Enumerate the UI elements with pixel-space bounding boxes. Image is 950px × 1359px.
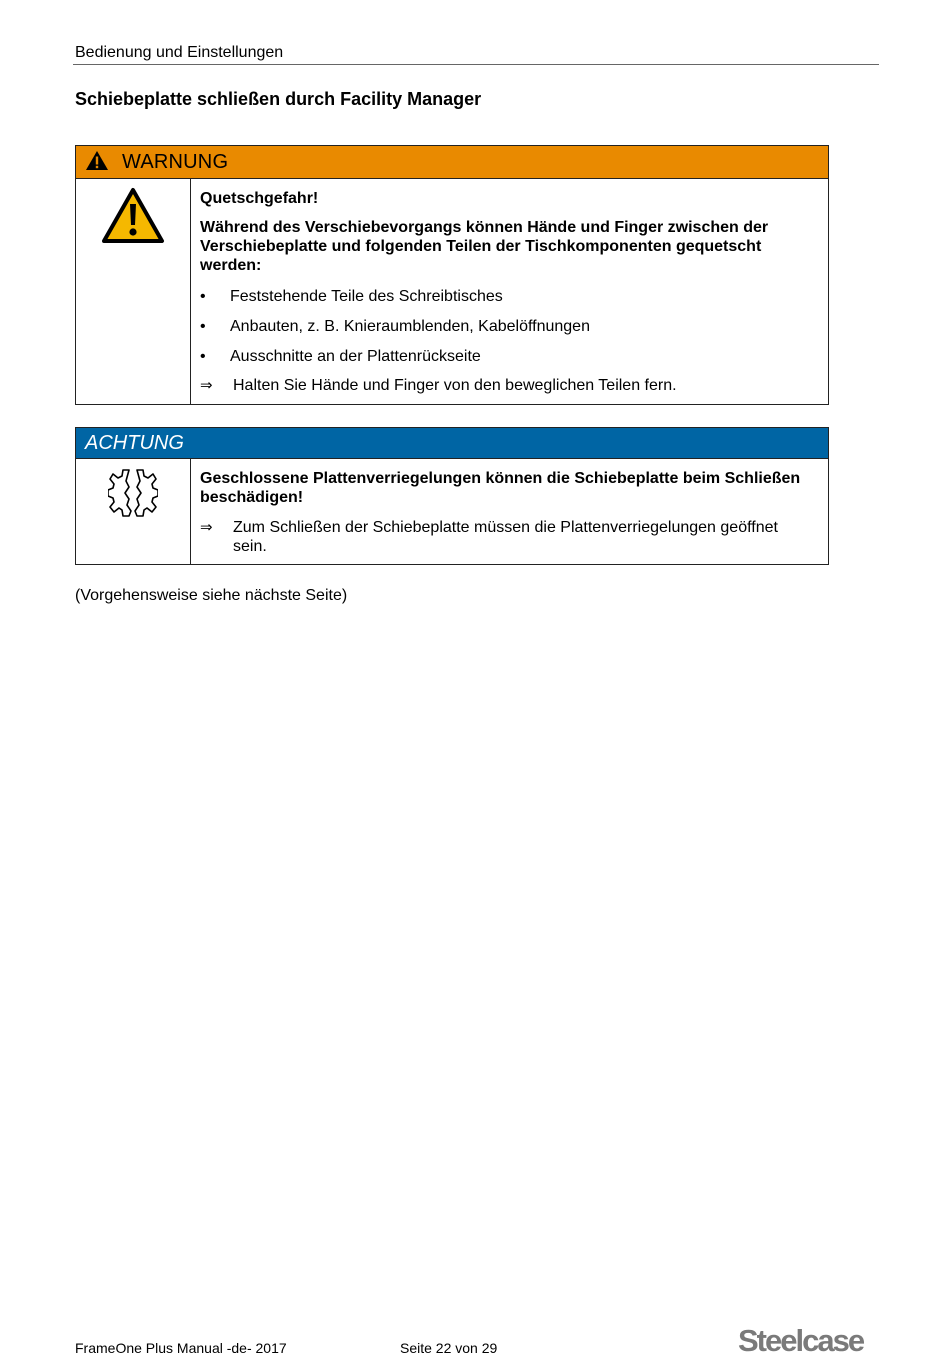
warning-triangle-icon bbox=[101, 187, 165, 245]
header-divider bbox=[73, 64, 879, 65]
warning-label: WARNUNG bbox=[122, 151, 229, 173]
section-heading: Schiebeplatte schließen durch Facility Manager bbox=[75, 89, 482, 109]
bullet-icon: • bbox=[200, 318, 206, 335]
warning-title: Quetschgefahr! bbox=[200, 190, 319, 207]
arrow-right-icon: ⇒ bbox=[200, 377, 213, 394]
bullet-text: Ausschnitte an der Plattenrückseite bbox=[230, 348, 481, 365]
arrow-right-icon: ⇒ bbox=[200, 519, 213, 536]
bullet-icon: • bbox=[200, 288, 206, 305]
notice-header-bar bbox=[76, 428, 828, 459]
notice-title: Geschlossene Plattenverriegelungen können die Schiebeplatte beim Schließen beschädigen! bbox=[200, 470, 801, 506]
notice-label: ACHTUNG bbox=[85, 432, 184, 454]
warning-body bbox=[76, 179, 828, 405]
notice-instruction-text: Zum Schließen der Schiebeplatte müssen die Plattenverriegelungen geöffnet sein. bbox=[233, 519, 778, 555]
bullet-icon: • bbox=[200, 348, 206, 365]
continuation-note: (Vorgehensweise siehe nächste Seite) bbox=[75, 587, 348, 604]
notice-box bbox=[75, 427, 829, 565]
notice-body bbox=[76, 459, 828, 565]
warning-small-triangle-icon bbox=[85, 150, 109, 176]
warning-box bbox=[75, 145, 829, 405]
footer-page-number: Seite 22 von 29 bbox=[400, 1340, 498, 1356]
warning-icon-cell bbox=[76, 179, 191, 405]
warning-header-bar bbox=[76, 146, 828, 179]
warning-instruction-text: Halten Sie Hände und Finger von den beweglichen Teilen fern. bbox=[233, 377, 677, 394]
bullet-text: Anbauten, z. B. Knieraumblenden, Kabelöffnungen bbox=[230, 318, 590, 335]
page-header-title: Bedienung und Einstellungen bbox=[75, 44, 284, 61]
footer-document-name: FrameOne Plus Manual -de- 2017 bbox=[75, 1340, 287, 1356]
bullet-text: Feststehende Teile des Schreibtisches bbox=[230, 288, 503, 305]
notice-icon-cell bbox=[76, 459, 191, 565]
warning-lead-text: Während des Verschiebevorgangs können Hände und Finger zwischen der Verschiebeplatte und folgenden Teilen der Tischkomponenten gequetscht werden: bbox=[200, 219, 769, 274]
broken-gear-icon bbox=[108, 467, 158, 519]
steelcase-logo: Steelcase bbox=[738, 1323, 864, 1358]
